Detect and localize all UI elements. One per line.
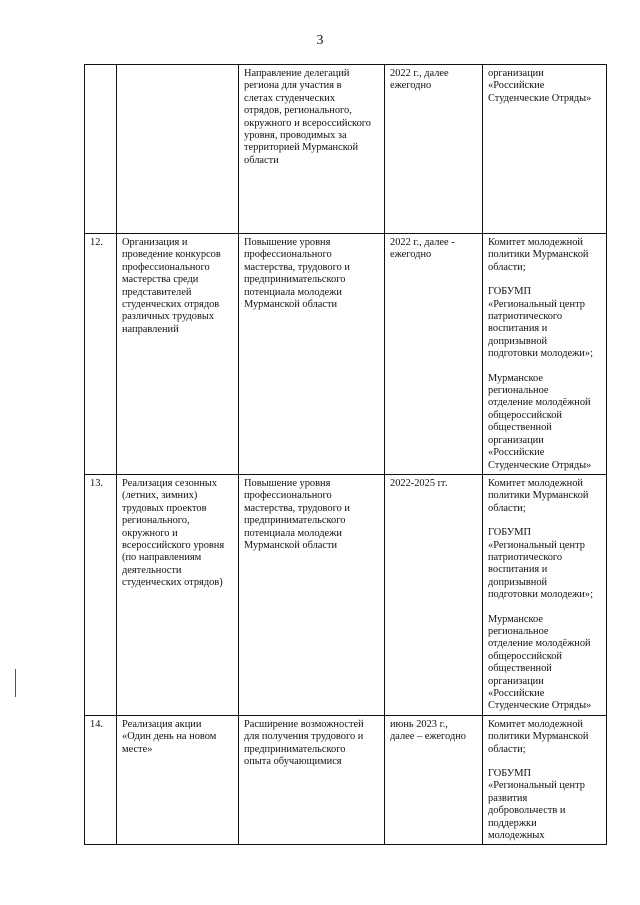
- expected-result: [239, 234, 385, 475]
- responsible-paragraph: Мурманское региональное отделение молодёжной общероссийской общественной организации «Российские Студенческие Отряды»: [488, 613, 592, 712]
- page-number: 3: [316, 33, 324, 48]
- deadline: [385, 65, 483, 234]
- event-name: [117, 234, 239, 475]
- expected-result: [239, 474, 385, 715]
- row-number: 12.: [85, 234, 117, 475]
- deadline-text: 2022 г., далее - ежегодно: [390, 237, 455, 261]
- expected-result: [239, 715, 385, 845]
- deadline-text: 2022-2025 гг.: [390, 477, 448, 489]
- result-text: Направление делегаций региона для участия в слетах студенческих отрядов, регионального, окружного и всероссийского уровня, проводимых за территорией Мурманской области: [244, 68, 371, 166]
- responsible: [483, 65, 607, 234]
- deadline: [385, 715, 483, 845]
- result-text: Повышение уровня профессионального мастерства, трудового и предпринимательского потенциала молодежи Мурманской области: [244, 477, 350, 551]
- row-number: 14.: [85, 715, 117, 845]
- row-number: 13.: [85, 474, 117, 715]
- result-text: Повышение уровня профессионального мастерства, трудового и предпринимательского потенциала молодежи Мурманской области: [244, 237, 350, 311]
- action-plan-table: [84, 64, 607, 845]
- responsible-paragraph: Комитет молодежной политики Мурманской области;: [488, 477, 589, 514]
- deadline-text: 2022 г., далее ежегодно: [390, 68, 449, 92]
- event-name-text: Реализация сезонных (летних, зимних) трудовых проектов регионального, окружного и всероссийского уровня (по направлениям деятельности студенческих отрядов): [122, 477, 225, 589]
- table-row: [85, 234, 607, 475]
- event-name: [117, 474, 239, 715]
- responsible-paragraph: Комитет молодежной политики Мурманской области;: [488, 237, 589, 273]
- deadline: [385, 474, 483, 715]
- result-text: Расширение возможностей для получения трудового и предпринимательского опыта обучающимися: [244, 718, 364, 768]
- responsible-paragraph: Мурманское региональное отделение молодёжной общероссийской общественной организации «Российские Студенческие Отряды»: [488, 372, 592, 471]
- row-number: [85, 65, 117, 234]
- table-row: [85, 474, 607, 715]
- scan-edge-mark: [15, 669, 16, 697]
- responsible: [483, 234, 607, 475]
- responsible-paragraph: организации «Российские Студенческие Отряды»: [488, 68, 592, 104]
- event-name-text: Организация и проведение конкурсов профессионального мастерства среди представителей студенческих отрядов различных трудовых направлений: [122, 237, 221, 335]
- table-row: [85, 715, 607, 845]
- table-row: [85, 65, 607, 234]
- deadline-text: июнь 2023 г., далее – ежегодно: [390, 718, 466, 743]
- event-name-text: Реализация акции «Один день на новом месте»: [122, 718, 217, 755]
- event-name: [117, 65, 239, 234]
- deadline: [385, 234, 483, 475]
- expected-result: [239, 65, 385, 234]
- responsible: [483, 474, 607, 715]
- event-name: [117, 715, 239, 845]
- responsible-paragraph: ГОБУМП «Региональный центр патриотического воспитания и допризывной подготовки молодежи»;: [488, 286, 593, 360]
- responsible: [483, 715, 607, 845]
- responsible-paragraph: ГОБУМП «Региональный центр развития добровольчеств и поддержки молодежных: [488, 768, 585, 842]
- responsible-paragraph: Комитет молодежной политики Мурманской области;: [488, 718, 589, 755]
- responsible-paragraph: ГОБУМП «Региональный центр патриотического воспитания и допризывной подготовки молодежи»;: [488, 527, 593, 601]
